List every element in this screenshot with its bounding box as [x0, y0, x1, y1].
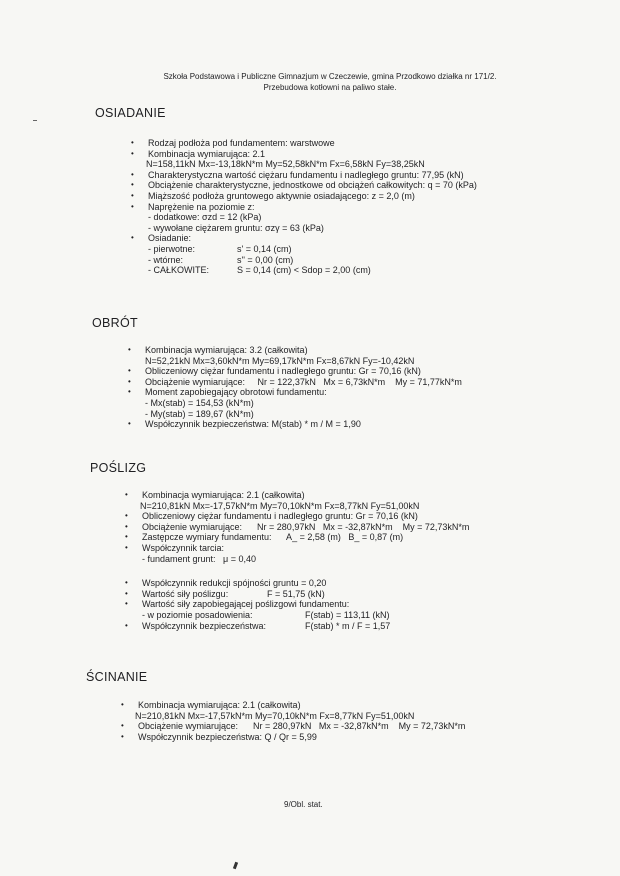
bullet-icon: • — [128, 387, 131, 397]
poslizg-list — [125, 490, 597, 631]
osiadanie-list — [131, 138, 588, 276]
list-item: • Kombinacja wymiarująca: 3.2 (całkowita) N=52,21kN Mx=3,60kN*m My=69,17kN*m Fx=8,67kN Fy=-10,42kN — [128, 345, 415, 366]
bullet-icon: • — [125, 599, 128, 609]
bullet-icon: • — [128, 366, 131, 376]
bullet-icon: • — [128, 376, 131, 386]
document-header — [120, 71, 540, 93]
bullet-icon: • — [131, 201, 134, 211]
section-title-poslizg: POŚLIZG — [90, 461, 147, 475]
list-item: • Obciążenie wymiarujące: Nr = 280,97kN Mx = -32,87kN*m My = 72,73kN*m — [121, 721, 466, 732]
list-item: • Naprężenie na poziomie z: - dodatkowe: σzd = 12 (kPa) - wywołane ciężarem gruntu: σzγ = 63 (kPa) — [131, 201, 324, 233]
header-line-2: Przebudowa kotłowni na paliwo stałe. — [263, 83, 397, 92]
bullet-icon: • — [121, 731, 124, 741]
bullet-icon: • — [131, 169, 134, 179]
section-title-obrot: OBRÓT — [92, 316, 138, 330]
bullet-icon: • — [121, 721, 124, 731]
bullet-icon: • — [131, 190, 134, 200]
list-item: • Obciążenie wymiarujące: Nr = 122,37kN Mx = 6,73kN*m My = 71,77kN*m — [128, 376, 462, 387]
list-item: • Współczynnik redukcji spójności gruntu = 0,20 — [125, 578, 327, 589]
list-item: • Obliczeniowy ciężar fundamentu i nadległego gruntu: Gr = 70,16 (kN) — [128, 366, 421, 377]
list-item: • Moment zapobiegający obrotowi fundamentu: - Mx(stab) = 154,53 (kN*m) - My(stab) = 189,67 (kN*m) — [128, 387, 327, 419]
scinanie-list — [121, 700, 598, 742]
obrot-list — [128, 345, 595, 430]
list-item: • Kombinacja wymiarująca: 2.1 (całkowita) N=210,81kN Mx=-17,57kN*m My=70,10kN*m Fx=8,77kN Fy=51,00kN — [125, 490, 420, 511]
bullet-icon: • — [131, 180, 134, 190]
bullet-icon: • — [125, 532, 128, 542]
list-item: • Współczynnik bezpieczeństwa: M(stab) * m / M = 1,90 — [128, 419, 361, 430]
bullet-icon: • — [125, 521, 128, 531]
scan-mark — [233, 862, 238, 870]
list-item: • Kombinacja wymiarująca: 2.1 N=158,11kN Mx=-13,18kN*m My=52,58kN*m Fx=6,58kN Fy=38,25kN — [131, 148, 425, 170]
list-item: • Obliczeniowy ciężar fundamentu i nadległego gruntu: Gr = 70,16 (kN) — [125, 511, 418, 522]
bullet-icon: • — [121, 700, 124, 709]
list-item: • Współczynnik bezpieczeństwa: Q / Qr = 5,99 — [121, 731, 317, 742]
list-item: • Charakterystyczna wartość ciężaru fundamentu i nadległego gruntu: 77,95 (kN) — [131, 169, 464, 180]
list-item: • Zastępcze wymiary fundamentu: A_ = 2,58 (m) B_ = 0,87 (m) — [125, 532, 404, 543]
list-item: • Rodzaj podłoża pod fundamentem: warstwowe — [131, 138, 335, 148]
scan-mark — [33, 120, 37, 121]
bullet-icon: • — [128, 419, 131, 429]
list-item: • Obciążenie wymiarujące: Nr = 280,97kN Mx = -32,87kN*m My = 72,73kN*m — [125, 521, 470, 532]
bullet-icon: • — [125, 511, 128, 521]
bullet-icon: • — [125, 578, 128, 588]
bullet-icon: • — [131, 138, 134, 147]
list-item: • Wartość siły poślizgu: F = 51,75 (kN) — [125, 588, 325, 599]
bullet-icon: • — [131, 233, 134, 243]
section-title-osiadanie: OSIADANIE — [95, 106, 166, 120]
list-item: • Współczynnik bezpieczeństwa: F(stab) * m / F = 1,57 — [125, 620, 391, 631]
list-item: • Miąższość podłoża gruntowego aktywnie osiadającego: z = 2,0 (m) — [131, 190, 415, 201]
list-item: • Osiadanie: - pierwotne: s' = 0,14 (cm) - wtórne: s'' = 0,00 (cm) - CAŁKOWITE: S = 0,14 (cm) < Sdop = 2,00 (cm) — [131, 233, 371, 276]
list-item: • Współczynnik tarcia: - fundament grunt: μ = 0,40 — [125, 542, 257, 564]
bullet-icon: • — [125, 588, 128, 598]
list-item: • Kombinacja wymiarująca: 2.1 (całkowita) N=210,81kN Mx=-17,57kN*m My=70,10kN*m Fx=8,77kN Fy=51,00kN — [121, 700, 415, 721]
list-item: • Wartość siły zapobiegającej poślizgowi fundamentu: - w poziomie posadowienia: F(stab) = 113,11 (kN) — [125, 599, 390, 620]
bullet-icon: • — [125, 542, 128, 552]
bullet-icon: • — [128, 345, 131, 354]
bullet-icon: • — [131, 148, 134, 158]
section-title-scinanie: ŚCINANIE — [86, 670, 148, 684]
header-line-1: Szkoła Podstawowa i Publiczne Gimnazjum w Czeczewie, gmina Przodkowo działka nr 171/2. — [163, 72, 497, 81]
bullet-icon: • — [125, 490, 128, 499]
list-item: • Obciążenie charakterystyczne, jednostkowe od obciążeń całkowitych: q = 70 (kPa) — [131, 180, 477, 191]
bullet-icon: • — [125, 620, 128, 630]
page-footer: 9/Obl. stat. — [284, 800, 323, 809]
